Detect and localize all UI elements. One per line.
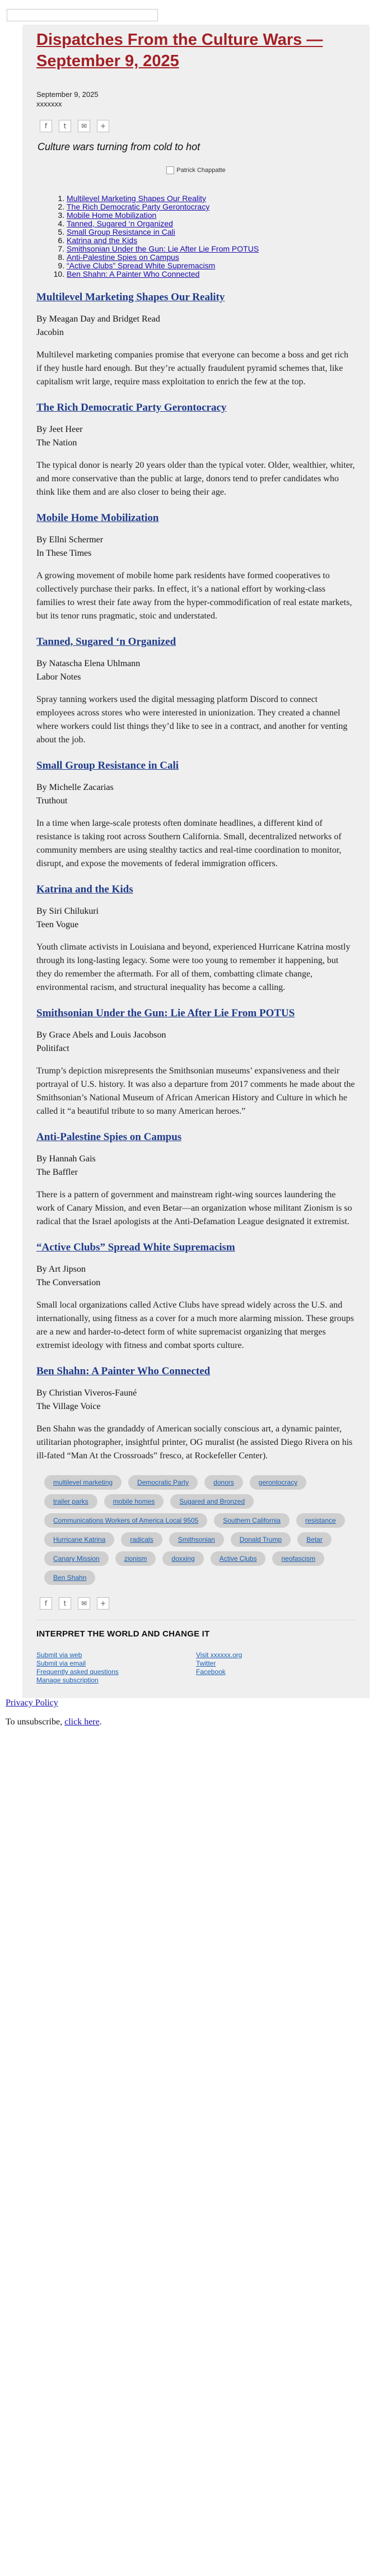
footer-left-column [36, 1651, 196, 1685]
tag-chip[interactable]: doxxing [162, 1551, 203, 1566]
toc-link[interactable]: Mobile Home Mobilization [67, 211, 157, 220]
toc-link[interactable]: Small Group Resistance in Cali [67, 227, 175, 236]
tag-chip[interactable]: Canary Mission [44, 1551, 109, 1566]
toc-link[interactable]: Katrina and the Kids [67, 236, 138, 245]
newsletter-footer [36, 1620, 356, 1685]
toc-item [67, 253, 356, 262]
toc-item [67, 270, 356, 278]
toc-item [67, 245, 356, 253]
tag-chip[interactable]: gerontocracy [250, 1475, 306, 1490]
toc-item [67, 262, 356, 270]
article-title [36, 635, 356, 648]
toc-link[interactable]: Tanned, Sugared ‘n Organized [67, 219, 173, 228]
facebook-link[interactable]: Facebook [196, 1668, 226, 1676]
article-source: Jacobin [36, 328, 64, 337]
article-source: The Village Voice [36, 1402, 101, 1411]
article-title-link[interactable]: Small Group Resistance in Cali [36, 760, 179, 771]
article-summary: The typical donor is nearly 20 years older than the typical voter. Older, wealthier, whiter, and more conservative than the public at large, donors tend to prefer candidates who think like them and are also closer to being their age. [36, 461, 355, 497]
tag-chip[interactable]: Active Clubs [211, 1551, 266, 1566]
unsubscribe-line [6, 1717, 386, 1727]
footer-right-column [196, 1651, 356, 1685]
toc-link[interactable]: “Active Clubs” Spread White Supremacism [67, 261, 216, 270]
share-row-bottom [40, 1597, 356, 1610]
article [36, 401, 356, 499]
article-title-link[interactable]: Ben Shahn: A Painter Who Connected [36, 1365, 211, 1377]
article-byline: By Siri Chilukuri [36, 906, 99, 916]
article-title [36, 759, 356, 772]
article-title-link[interactable]: Mobile Home Mobilization [36, 512, 159, 524]
privacy-policy-link[interactable]: Privacy Policy [6, 1698, 58, 1708]
article-byline: By Grace Abels and Louis Jacobson [36, 1030, 166, 1040]
toc-link[interactable]: The Rich Democratic Party Gerontocracy [67, 202, 210, 211]
cartoon-image [36, 166, 356, 174]
article-byline: By Christian Viveros-Fauné [36, 1388, 137, 1398]
article-source: The Nation [36, 438, 77, 448]
image-caption: Patrick Chappatte [176, 167, 226, 174]
toc-item [67, 203, 356, 211]
toc-item [67, 228, 356, 236]
article-byline: By Natascha Elena Uhlmann [36, 659, 141, 668]
article-summary: Spray tanning workers used the digital messaging platform Discord to connect employees across stores who were interested in unionization. They created a channel where workers could list things they’d like to see in a contract, and another for venting about the job. [36, 695, 348, 745]
tag-chip[interactable]: resistance [296, 1513, 345, 1528]
article [36, 512, 356, 623]
article-source: In These Times [36, 548, 92, 558]
article-title-link[interactable]: Tanned, Sugared ‘n Organized [36, 636, 176, 648]
tag-chip[interactable]: Hurricane Katrina [44, 1532, 114, 1547]
toc-item [67, 236, 356, 245]
article-byline: By Ellni Schermer [36, 535, 104, 545]
article [36, 759, 356, 871]
article-summary: Small local organizations called Active Clubs have spread widely across the U.S. and internationally, using fitness as a cover for a much more alarming mission. These groups are a new and harder-to-detect form of white supremacist organizing that merges extremist ideology with fitness and combat sports culture. [36, 1300, 354, 1350]
article [36, 291, 356, 389]
toc-link[interactable]: Smithsonian Under the Gun: Lie After Lie From POTUS [67, 244, 259, 253]
newsletter-title[interactable]: Dispatches From the Culture Wars — September 9, 2025 [36, 31, 323, 70]
submit-email-link[interactable]: Submit via email [36, 1659, 86, 1667]
share-icon[interactable]: + [97, 120, 109, 132]
article-summary: A growing movement of mobile home park residents have formed cooperatives to collectively purchase their parks. In effect, it’s a national effort by working-class families to wrest their fate away from the hyper-commodification of real estate markets, but its tenor runs pragmatic, stoic and understated. [36, 571, 352, 621]
article-title [36, 512, 356, 524]
article-title-link[interactable]: Katrina and the Kids [36, 884, 133, 895]
article [36, 1241, 356, 1352]
toc-item [67, 194, 356, 203]
article-title [36, 401, 356, 414]
tag-chip[interactable]: Betar [297, 1532, 332, 1547]
article-source: Labor Notes [36, 672, 81, 682]
tag-chip[interactable]: Democratic Party [128, 1475, 198, 1490]
twitter-icon[interactable]: t [59, 1597, 71, 1610]
share-icon[interactable]: + [97, 1597, 109, 1610]
facebook-icon[interactable]: f [40, 1597, 52, 1610]
article-summary: Youth climate activists in Louisiana and beyond, experienced Hurricane Katrina mostly through its long-lasting legacy. Some were too young to remember it happening, but they do remember the aftermath. For all of them, combatting climate change, environmental racism, and structural inequality has become a calling. [36, 942, 351, 992]
share-row-top [40, 120, 356, 132]
publish-date: September 9, 2025 [36, 90, 99, 99]
article-title-link[interactable]: “Active Clubs” Spread White Supremacism [36, 1241, 235, 1253]
footer-columns [36, 1651, 356, 1685]
broken-image-icon [166, 166, 174, 174]
visit-site-link[interactable]: Visit xxxxxx.org [196, 1651, 242, 1659]
submit-web-link[interactable]: Submit via web [36, 1651, 82, 1659]
tag-list [44, 1475, 356, 1585]
article [36, 1007, 356, 1118]
article-byline: By Art Jipson [36, 1264, 86, 1274]
tag-chip[interactable]: Ben Shahn [44, 1570, 95, 1585]
article [36, 1365, 356, 1463]
article-byline: By Jeet Heer [36, 425, 83, 434]
article-title-link[interactable]: The Rich Democratic Party Gerontocracy [36, 402, 227, 413]
faq-link[interactable]: Frequently asked questions [36, 1668, 119, 1676]
article-title-link[interactable]: Multilevel Marketing Shapes Our Reality [36, 291, 225, 303]
article-summary: Trump’s depiction misrepresents the Smithsonian museums’ expansiveness and their portrayal of U.S. history. It was also a departure from 2017 comments he made about the Smithsonian’s National Museum of African American History and Culture in which he called it “a beautiful tribute to so many American heroes.” [36, 1066, 355, 1116]
article-summary: Multilevel marketing companies promise that everyone can become a boss and get rich if they hustle hard enough. But they’re actually fraudulent pyramid schemes that, like capitalism writ large, require mass exploitation to enrich the few at the top. [36, 350, 349, 387]
manage-subscription-link[interactable]: Manage subscription [36, 1676, 99, 1684]
article-title [36, 1241, 356, 1254]
tag-chip[interactable]: multilevel marketing [44, 1475, 122, 1490]
tag-chip[interactable]: trailer parks [44, 1494, 97, 1509]
article-byline: By Meagan Day and Bridget Read [36, 314, 160, 324]
twitter-icon[interactable]: t [59, 120, 71, 132]
toc-item [67, 220, 356, 228]
article-source: The Baffler [36, 1168, 78, 1177]
toc-link[interactable]: Anti-Palestine Spies on Campus [67, 253, 179, 262]
email-icon[interactable]: ✉ [78, 120, 90, 132]
unsubscribe-suffix: . [99, 1717, 102, 1727]
article [36, 1131, 356, 1229]
article-source: The Conversation [36, 1278, 101, 1287]
author-code: xxxxxxx [36, 100, 62, 108]
facebook-icon[interactable]: f [40, 120, 52, 132]
article-title [36, 883, 356, 896]
toc-link[interactable]: Ben Shahn: A Painter Who Connected [67, 269, 200, 278]
unsubscribe-link[interactable]: click here [64, 1717, 100, 1727]
article-title [36, 291, 356, 304]
tag-chip[interactable]: Sugared and Bronzed [170, 1494, 254, 1509]
article-source: Truthout [36, 796, 68, 806]
article-summary: There is a pattern of government and mainstream right-wing sources laundering the work of Canary Mission, and even Betar—an organization whose militant Zionism is so radical that the Israel apologists at the Anti-Defamation League designated it extremist. [36, 1190, 352, 1226]
footer-heading: INTERPRET THE WORLD AND CHANGE IT [36, 1629, 210, 1639]
tag-chip[interactable]: neofascism [272, 1551, 324, 1566]
tag-chip[interactable]: Communications Workers of America Local 9505 [44, 1513, 207, 1528]
article [36, 883, 356, 994]
article-title-link[interactable]: Smithsonian Under the Gun: Lie After Lie From POTUS [36, 1007, 295, 1019]
toc-item [67, 211, 356, 220]
article-title [36, 1365, 356, 1378]
tag-chip[interactable]: zionism [115, 1551, 156, 1566]
article [36, 635, 356, 747]
article-summary: In a time when large-scale protests often dominate headlines, a different kind of resistance is taking root across Southern California. Small, decentralized networks of community members are using stealthy tactics and real-time coordination to monitor, disrupt, and expose the movements of federal immigration officers. [36, 819, 342, 868]
article-byline: By Michelle Zacarias [36, 783, 114, 792]
article-summary: Ben Shahn was the grandaddy of American socially conscious art, a dynamic painter, utilitarian photographer, insightful printer, OG muralist (he assisted Diego Rivera on his ill-fated “Man At the Crossroads” fresco, at Rockefeller Center). [36, 1424, 353, 1461]
top-bar [0, 0, 392, 25]
tag-chip[interactable]: donors [204, 1475, 243, 1490]
newsletter-sheet [22, 25, 370, 1698]
toc-link[interactable]: Multilevel Marketing Shapes Our Reality [67, 194, 206, 203]
article-title [36, 1007, 356, 1020]
logo-image[interactable] [7, 9, 158, 21]
tag-chip[interactable]: Southern California [214, 1513, 290, 1528]
tag-chip[interactable]: radicals [121, 1532, 162, 1547]
article-source: Politifact [36, 1044, 69, 1053]
email-icon[interactable]: ✉ [78, 1597, 90, 1610]
newsletter-subtitle: Culture wars turning from cold to hot [38, 141, 200, 152]
article-byline: By Hannah Gais [36, 1154, 96, 1164]
article-title [36, 1131, 356, 1143]
tag-chip[interactable]: Smithsonian [169, 1532, 224, 1547]
unsubscribe-prefix: To unsubscribe, [6, 1717, 65, 1727]
table-of-contents [36, 194, 356, 278]
tag-chip[interactable]: mobile homes [104, 1494, 164, 1509]
tag-chip[interactable]: Donald Trump [231, 1532, 291, 1547]
article-title-link[interactable]: Anti-Palestine Spies on Campus [36, 1131, 182, 1143]
article-source: Teen Vogue [36, 920, 79, 929]
twitter-link[interactable]: Twitter [196, 1659, 216, 1667]
email-footer [0, 1698, 392, 1727]
